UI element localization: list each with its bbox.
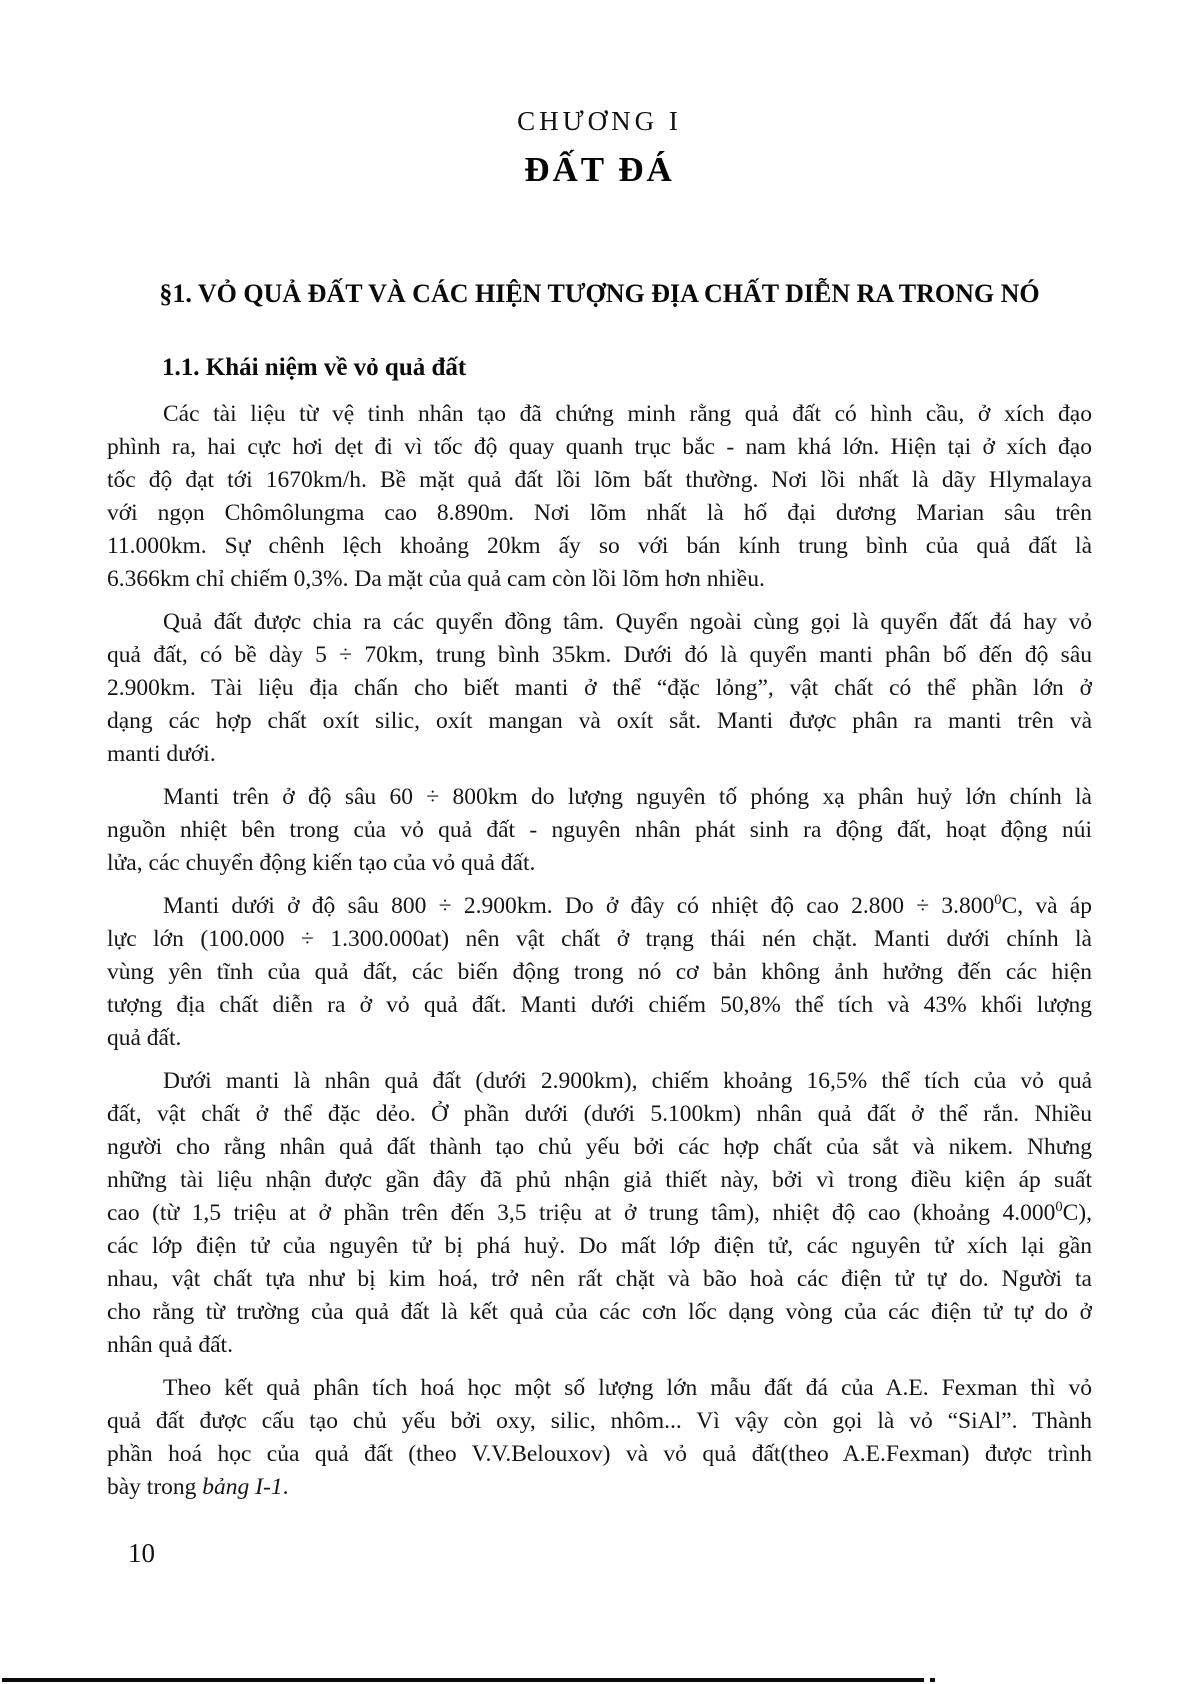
paragraph-line: 2.900km. Tài liệu địa chấn cho biết manti ở thể “đặc lỏng”, vật chất có thể phần lớn ở <box>107 675 1092 701</box>
bottom-rule <box>2 1678 924 1682</box>
body-text <box>107 398 1092 1504</box>
paragraph <box>107 1065 1092 1362</box>
paragraph-line: nhau, vật chất tựa như bị kim hoá, trở nên rất chặt và bão hoà các điện tử tự do. Người ta <box>107 1266 1092 1292</box>
paragraph-line: cho rằng từ trường của quả đất là kết quả của các cơn lốc dạng vòng của các điện tử tự do ở <box>107 1299 1092 1325</box>
paragraph-line: Manti trên ở độ sâu 60 ÷ 800km do lượng nguyên tố phóng xạ phân huỷ lớn chính là <box>163 784 1092 810</box>
section-heading: §1. VỎ QUẢ ĐẤT VÀ CÁC HIỆN TƯỢNG ĐỊA CHẤT DIỄN RA TRONG NÓ <box>159 279 1040 308</box>
paragraph-line: nguồn nhiệt bên trong của vỏ quả đất - nguyên nhân phát sinh ra động đất, hoạt động núi <box>107 817 1092 843</box>
paragraph-line: các lớp điện tử của nguyên tử bị phá huỷ. Do mất lớp điện tử, các nguyên tử xích lại gần <box>107 1233 1092 1259</box>
paragraph-line: tốc độ đạt tới 1670km/h. Bề mặt quả đất lồi lõm bất thường. Nơi lồi nhất là dãy Hlymalaya <box>107 467 1092 493</box>
paragraph-line: quả đất, có bề dày 5 ÷ 70km, trung bình 35km. Dưới đó là quyển manti phân bố đến độ sâu <box>107 642 1092 668</box>
paragraph-line: quả đất được cấu tạo chủ yếu bởi oxy, silic, nhôm... Vì vậy còn gọi là vỏ “SiAl”. Thành <box>107 1408 1092 1434</box>
paragraph-line: manti dưới. <box>107 741 216 767</box>
paragraph <box>107 398 1092 596</box>
paragraph-line: với ngọn Chômôlungma cao 8.890m. Nơi lõm nhất là hố đại dương Marian sâu trên <box>107 500 1092 526</box>
paragraph-line: những tài liệu nhận được gần đây đã phủ nhận giả thiết này, bởi vì trong điều kiện áp suất <box>107 1167 1092 1193</box>
chapter-kicker: CHƯƠNG I <box>517 106 682 136</box>
page-number: 10 <box>128 1538 155 1568</box>
paragraph-line: người cho rằng nhân quả đất thành tạo chủ yếu bởi các hợp chất của sắt và nikem. Nhưng <box>107 1134 1092 1160</box>
paragraph-line: 11.000km. Sự chênh lệch khoảng 20km ấy so với bán kính trung bình của quả đất là <box>107 533 1092 559</box>
paragraph-line: Theo kết quả phân tích hoá học một số lượng lớn mẫu đất đá của A.E. Fexman thì vỏ <box>163 1375 1092 1401</box>
paragraph-line: lửa, các chuyển động kiến tạo của vỏ quả đất. <box>107 850 536 876</box>
paragraph-line: bày trong bảng I-1. <box>107 1474 289 1500</box>
paragraph-line: quả đất. <box>107 1025 182 1051</box>
paragraph-line: phình ra, hai cực hơi dẹt đi vì tốc độ quay quanh trục bắc - nam khá lớn. Hiện tại ở xích đạo <box>107 434 1092 460</box>
paragraph-line: tượng địa chất diễn ra ở vỏ quả đất. Manti dưới chiếm 50,8% thể tích và 43% khối lượng <box>107 992 1092 1018</box>
paragraph-line: Các tài liệu từ vệ tinh nhân tạo đã chứng minh rằng quả đất có hình cầu, ở xích đạo <box>163 401 1092 427</box>
paragraph <box>107 1372 1092 1504</box>
paragraph-line: phần hoá học của quả đất (theo V.V.Belouxov) và vỏ quả đất(theo A.E.Fexman) được trình <box>107 1441 1092 1467</box>
paragraph-line: Quả đất được chia ra các quyển đồng tâm. Quyển ngoài cùng gọi là quyển đất đá hay vỏ <box>163 609 1092 635</box>
paragraph-line: lực lớn (100.000 ÷ 1.300.000at) nên vật chất ở trạng thái nén chặt. Manti dưới chính là <box>107 926 1092 952</box>
paragraph <box>107 606 1092 771</box>
paragraph-line: cao (từ 1,5 triệu at ở phần trên đến 3,5 triệu at ở trung tâm), nhiệt độ cao (khoảng 4.000$^0$C), <box>107 1199 1092 1226</box>
paragraph-line: Manti dưới ở độ sâu 800 ÷ 2.900km. Do ở đây có nhiệt độ cao $2.800 \div 3.800^0C$, và áp <box>163 892 1092 919</box>
subsection-heading: 1.1. Khái niệm về vỏ quả đất <box>162 354 467 381</box>
paragraph <box>107 890 1092 1055</box>
paragraph-line: vùng yên tĩnh của quả đất, các biến động trong nó cơ bản không ảnh hưởng đến các hiện <box>107 959 1092 985</box>
paragraph-line: Dưới manti là nhân quả đất (dưới 2.900km), chiếm khoảng 16,5% thể tích của vỏ quả <box>163 1068 1092 1094</box>
paragraph <box>107 781 1092 880</box>
paragraph-line: nhân quả đất. <box>107 1332 233 1358</box>
bottom-rule-dot <box>930 1678 935 1682</box>
paragraph-line: dạng các hợp chất oxít silic, oxít mangan và oxít sắt. Manti được phân ra manti trên và <box>107 708 1092 734</box>
chapter-title: ĐẤT ĐÁ <box>524 150 675 189</box>
paragraph-line: 6.366km chỉ chiếm 0,3%. Da mặt của quả cam còn lồi lõm hơn nhiều. <box>107 566 765 592</box>
paragraph-line: đất, vật chất ở thể đặc dẻo. Ở phần dưới (dưới 5.100km) nhân quả đất ở thể rắn. Nhiều <box>107 1101 1092 1127</box>
